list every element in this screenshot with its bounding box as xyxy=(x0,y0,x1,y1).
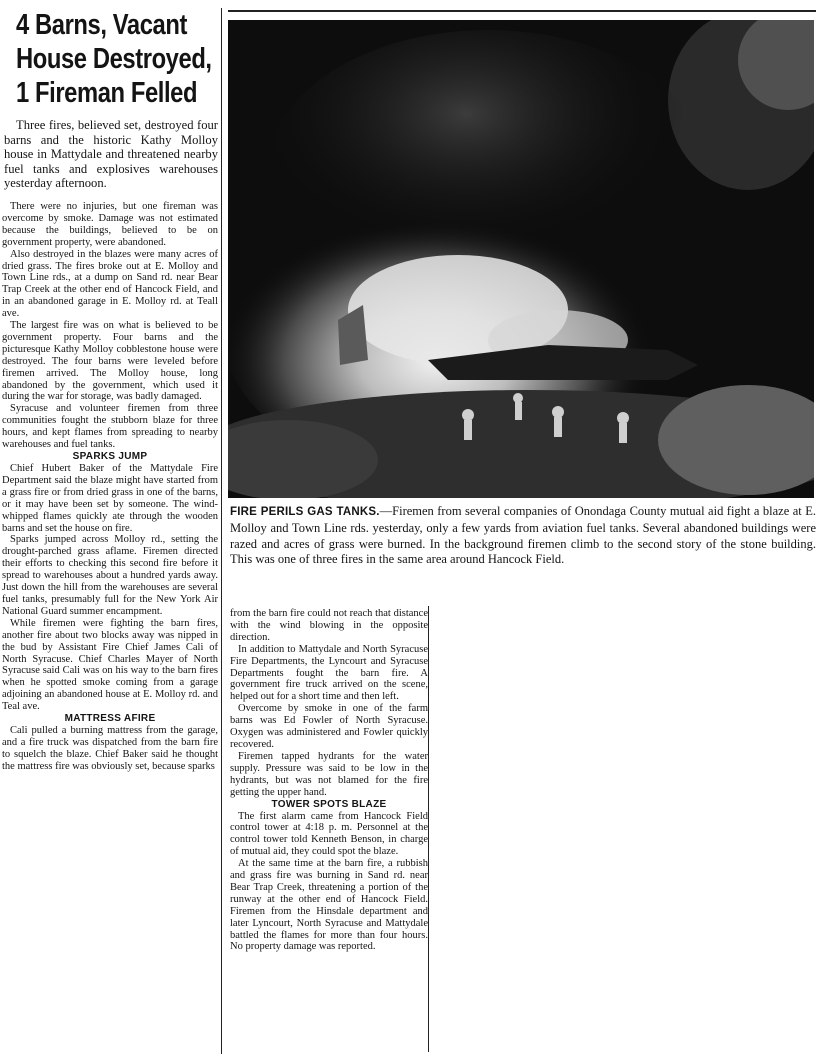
headline xyxy=(16,8,218,110)
headline-line-3: 1 Fireman Felled xyxy=(16,77,198,109)
body-paragraph: While firemen were fighting the barn fires, another fire about two blocks away was nipped in the bud by Assistant Fire Chief James Cali of North Syracuse. Chief Charles Mayer of North Syracuse said Cali was on his way to the barn fires when he spotted smoke coming from a garage adjoining an abandoned house at E. Molloy rd. and Teal ave. xyxy=(2,617,218,713)
body-paragraph: There were no injuries, but one fireman was overcome by smoke. Damage was not estimated because the buildings, believed to be on government property, were abandoned. xyxy=(2,200,218,248)
left-column xyxy=(2,8,218,1054)
middle-column xyxy=(230,608,428,1052)
headline-line-2: House Destroyed, xyxy=(16,43,212,75)
body-paragraph: Sparks jumped across Molloy rd., setting the drought-parched grass aflame. Firemen directed their efforts to checking this second fire before it spread to warehouses about a hundred yards away. Just down the hill from the warehouses are several fuel tanks, presumably full for the New York Air National Guard summer encampment. xyxy=(2,534,218,617)
lede-paragraph: Three fires, believed set, destroyed four barns and the historic Kathy Molloy house in Mattydale and threatened nearby fuel tanks and explosives warehouses yesterday afternoon. xyxy=(4,118,218,191)
body-paragraph: Cali pulled a burning mattress from the garage, and a fire truck was dispatched from the barn fire to squelch the blaze. Chief Baker said he thought the mattress fire was obviously set, because sparks xyxy=(2,725,218,772)
subhead-sparks-jump: SPARKS JUMP xyxy=(72,451,148,462)
body-paragraph: Chief Hubert Baker of the Mattydale Fire Department said the blaze might have started from a grass fire or from dried grass in one of the barns, or it may have been set by someone. The wind-whipped flames quickly ate through the wooden barns and set the house on fire. xyxy=(2,463,218,534)
left-body xyxy=(2,201,218,773)
body-paragraph: The first alarm came from Hancock Field control tower at 4:18 p. m. Personnel at the control tower told Kenneth Benson, in charge of mutual aid, they could spot the blaze. xyxy=(230,810,428,858)
body-paragraph: The largest fire was on what is believed to be government property. Four barns and the picturesque Kathy Molloy cobblestone house were destroyed. The four barns were leveled before firemen arrived. The Molloy house, long abandoned by the government, which used it during the war for storage, was badly damaged. xyxy=(2,320,218,403)
body-paragraph: from the barn fire could not reach that distance with the wind blowing in the opposite direction. xyxy=(230,608,428,643)
caption-lead: FIRE PERILS GAS TANKS. xyxy=(230,506,380,518)
column-rule-mid xyxy=(428,606,429,1052)
lede xyxy=(2,118,218,191)
fire-photo-image xyxy=(228,20,814,498)
body-paragraph: Also destroyed in the blazes were many acres of dried grass. The fires broke out at E. Molloy and Town Line rds., at a dump on Sand rd. near Bear Trap Creek at the other end of Hancock Field, and in an abandoned garage in E. Molloy rd. at Teall ave. xyxy=(2,248,218,320)
body-paragraph: Overcome by smoke in one of the farm barns was Ed Fowler of North Syracuse. Oxygen was administered and Fowler quickly recovered. xyxy=(230,703,428,750)
body-paragraph: In addition to Mattydale and North Syracuse Fire Departments, the Lyncourt and Syracuse Departments fought the barn fire. A government fire truck arrived on the scene, helped out for a short time and then left. xyxy=(230,643,428,703)
column-rule-left xyxy=(221,8,222,1054)
headline-line-1: 4 Barns, Vacant xyxy=(16,9,187,41)
body-paragraph: Syracuse and volunteer firemen from three communities fought the stubborn blaze for three hours, and kept flames from spreading to nearby warehouses and fuel tanks. xyxy=(2,403,218,451)
photo-caption xyxy=(230,504,816,568)
body-paragraph: At the same time at the barn fire, a rubbish and grass fire was burning in Sand rd. near Bear Trap Creek, threatening a portion of the runway at the other end of Hancock Field. Firemen from the Hinsdale department and later Lyncourt, North Syracuse and Mattydale battled the flames for more than four hours. No property damage was reported. xyxy=(230,858,428,953)
photo-top-rule xyxy=(228,10,816,12)
subhead-tower-spots-blaze: TOWER SPOTS BLAZE xyxy=(271,798,387,810)
subhead-mattress-afire: MATTRESS AFIRE xyxy=(64,713,156,725)
middle-body xyxy=(230,608,428,953)
fire-photo xyxy=(228,20,814,498)
caption-text: —Firemen from several companies of Onondaga County mutual aid fight a blaze at E. Molloy and Town Line rds. yesterday, only a few yards from aviation fuel tanks. Several abandoned buildings were razed and acres of grass were burned. In the background firemen climb to the second story of the stone building. This was one of three fires in the same area around Hancock Field. xyxy=(230,504,816,567)
body-paragraph: Firemen tapped hydrants for the water supply. Pressure was said to be low in the hydrants, but was not blamed for the fire getting the upper hand. xyxy=(230,750,428,798)
